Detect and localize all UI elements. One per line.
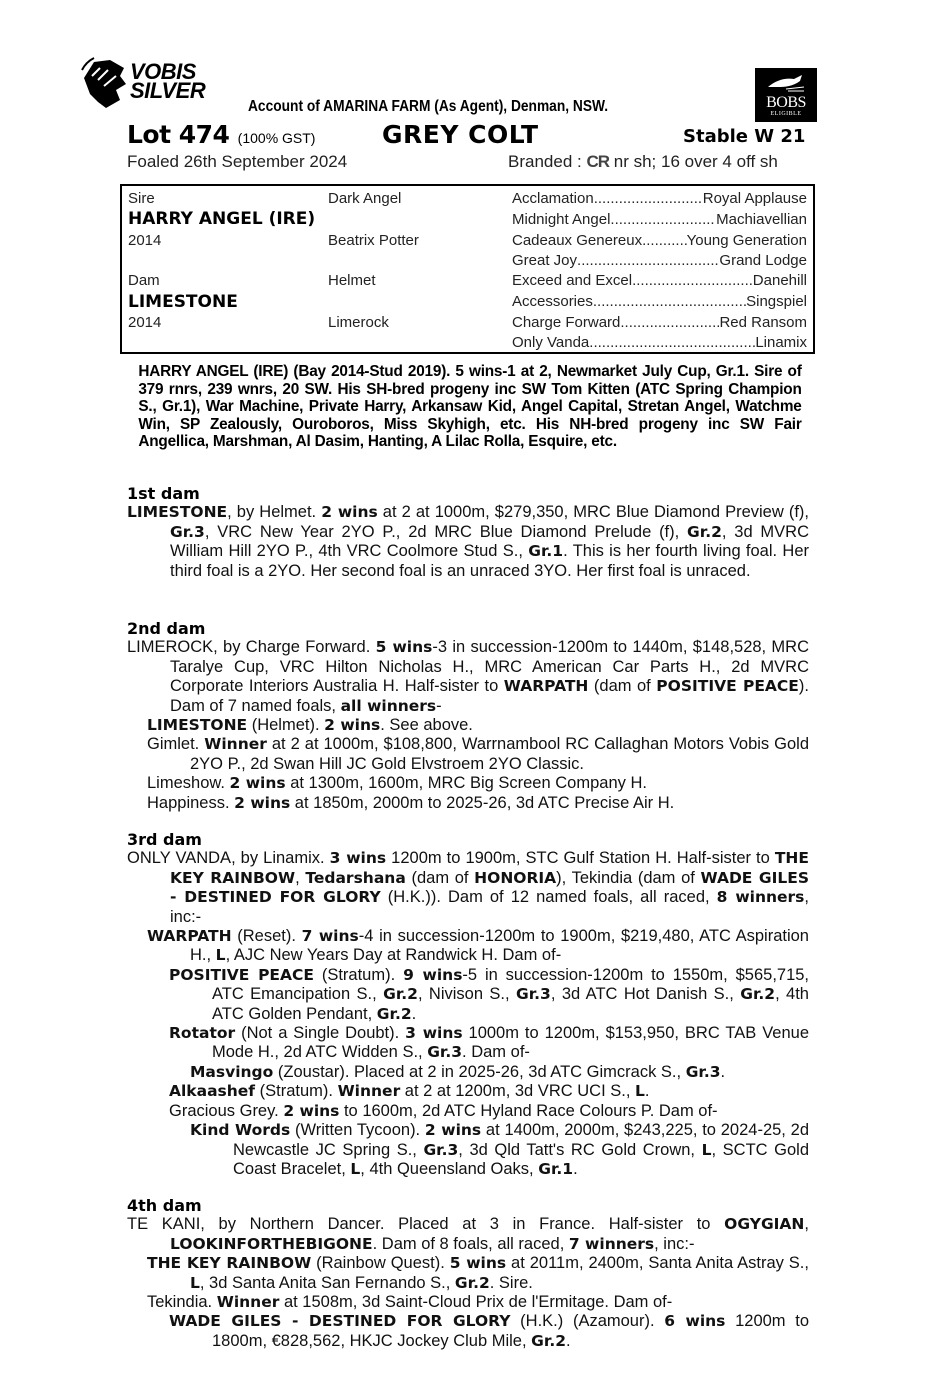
grandsire-sire: Red Ransom (719, 314, 807, 331)
text: (Not a Single Doubt). (235, 1024, 406, 1043)
text: , Nivison S., (417, 985, 516, 1004)
text: at 1850m, 2000m to 2025-26, 3d ATC Precise Air H. (290, 793, 675, 812)
text: LIMEROCK, by Charge Forward. (127, 638, 376, 657)
text: (dam of (588, 677, 657, 696)
produce-entry (127, 716, 809, 735)
bold-text: LOOKINFORTHEBIGONE (170, 1234, 373, 1253)
brand-label: Branded : (508, 152, 582, 171)
bold-text: THE KEY RAINBOW (147, 1254, 312, 1273)
text: , (804, 1215, 809, 1234)
produce-entry (127, 1024, 809, 1063)
bold-text: Gr.1 (528, 542, 564, 561)
text: (Helmet). (247, 716, 325, 735)
bold-text: L (190, 1273, 200, 1292)
lot-number (127, 120, 315, 149)
bobs-title: BOBS (766, 94, 806, 111)
vobis-silver-logo (80, 56, 220, 112)
text: Happiness. (147, 793, 235, 812)
dam-year: 2014 (128, 314, 162, 331)
bold-text: Gr.2 (740, 985, 776, 1004)
bold-text: Winner (337, 1082, 401, 1101)
bold-text: POSITIVE PEACE (656, 677, 799, 696)
produce-entry (127, 1063, 809, 1082)
dam-section-2 (127, 619, 809, 813)
text: Tekindia. (147, 1293, 217, 1312)
granddam-sire: Singspiel (746, 293, 807, 310)
bold-text: 2 wins (424, 1121, 482, 1140)
produce-entry (127, 638, 809, 716)
bold-text: Gr.3 (516, 985, 551, 1004)
bold-text: Gr.2 (454, 1273, 490, 1292)
grandsire-sire: Young Generation (686, 232, 807, 249)
text: , 4th ATC Golden Pendant, (212, 985, 809, 1023)
bold-text: 3 wins (329, 849, 387, 868)
text: (dam of (405, 868, 475, 887)
produce-entry (127, 794, 809, 813)
gst-note: (100% GST) (237, 130, 316, 146)
bold-text: 2 wins (283, 1101, 340, 1120)
produce-entry (127, 1215, 809, 1254)
granddam: Only Vanda (512, 334, 590, 351)
bold-text: Kind Words (190, 1121, 291, 1140)
bold-text: Gr.3 (423, 1140, 459, 1159)
produce-entry (127, 1293, 809, 1312)
bold-text: WARPATH (503, 677, 589, 696)
text: , inc:- (170, 888, 809, 926)
bold-text: Rotator (169, 1024, 236, 1043)
text: . This is her fourth living foal. Her third foal is a 2YO. Her second foal is an unraced 3YO. Her first foal is unraced. (170, 542, 809, 580)
foaled-date: Foaled 26th September 2024 (127, 152, 348, 171)
text: (Stratum). (313, 965, 404, 984)
grandparents-row (512, 252, 807, 269)
text: at 2 at 1000m, $108,800, Warrnambool RC Callaghan Motors Vobis Gold 2YO P., 2d Swan Hill JC Gold Elvstroem 2YO Classic. (190, 735, 810, 773)
text: , 4th Queensland Oaks, (360, 1159, 539, 1178)
dam-heading: 1st dam (127, 484, 200, 503)
dam-section-3 (127, 830, 809, 1179)
text: . (720, 1062, 726, 1081)
bold-text: Gr.3 (170, 522, 205, 541)
dam-heading: 3rd dam (127, 830, 202, 849)
produce-entry (127, 1102, 809, 1121)
sire-dam: Beatrix Potter (328, 232, 419, 249)
produce-entry (127, 735, 809, 774)
horse-description: GREY COLT (382, 120, 539, 149)
bold-text: all winners (340, 696, 437, 715)
bold-text: Masvingo (190, 1062, 274, 1081)
bold-text: 2 wins (324, 716, 381, 735)
produce-entry (127, 1312, 809, 1351)
bold-text: 2 wins (234, 793, 291, 812)
bold-text: 5 wins (375, 638, 433, 657)
bold-text: Winner (216, 1293, 280, 1312)
bold-text: LIMESTONE (127, 503, 228, 522)
bold-text: L (701, 1140, 712, 1159)
bold-text: HONORIA (474, 868, 557, 887)
text: . See above. (380, 716, 473, 735)
bobs-eligible-badge (755, 68, 817, 122)
sire-name: HARRY ANGEL (IRE) (128, 209, 316, 229)
pedigree-table (120, 184, 815, 354)
granddam-sire: Machiavellian (716, 211, 807, 228)
produce-entry (127, 1121, 809, 1179)
produce-entry (127, 774, 809, 793)
horse-rider-icon (80, 56, 130, 112)
bold-text: L (215, 946, 226, 965)
bold-text: WADE GILES - DESTINED FOR GLORY (170, 868, 810, 907)
granddam: Great Joy (512, 252, 578, 269)
brand-detail: nr sh; 16 over 4 off sh (613, 152, 778, 171)
dam-dam: Limerock (328, 314, 389, 331)
sire-sire: Dark Angel (328, 190, 402, 207)
text: (Zoustar). Placed at 2 in 2025-26, 3d ATC Gimcrack S., (273, 1062, 686, 1081)
grandsire-sire: Royal Applause (702, 190, 807, 207)
text: at 2 at 1200m, 3d VRC UCI S., (400, 1082, 635, 1101)
bold-text: 8 winners (716, 888, 805, 907)
text: -4 in succession-1200m to 1900m, $219,480, ATC Aspiration H., (190, 927, 809, 965)
bold-text: L (635, 1082, 645, 1101)
text: ONLY VANDA, by Linamix. (127, 849, 330, 868)
dam-section-1 (127, 484, 809, 581)
granddam-sire: Grand Lodge (719, 252, 807, 269)
text: Limeshow. (147, 774, 230, 793)
text: , inc:- (654, 1234, 695, 1253)
vendor-account: Account of AMARINA FARM (As Agent), Denman, NSW. (248, 98, 609, 115)
bold-text: L (350, 1159, 361, 1178)
text: 1200m to 1800m, €828,562, HKJC Jockey Club Mile, (212, 1312, 809, 1350)
granddam-sire: Linamix (755, 334, 807, 351)
dam-label: Dam (128, 272, 160, 289)
produce-entry (127, 849, 809, 927)
bold-text: Gr.2 (531, 1331, 566, 1350)
bold-text: Gr.1 (538, 1159, 574, 1178)
bold-text: Alkaashef (169, 1082, 256, 1101)
grandparents-row (512, 314, 807, 331)
text: 1000m to 1200m, $153,950, BRC TAB Venue Mode H., 2d ATC Widden S., (212, 1024, 809, 1062)
dam-heading: 4th dam (127, 1196, 202, 1215)
logo-word-2: SILVER (130, 78, 206, 103)
bold-text: WADE GILES - DESTINED FOR GLORY (169, 1312, 511, 1331)
stable-location: Stable W 21 (683, 126, 806, 147)
brand-info (508, 152, 778, 172)
sire-summary: HARRY ANGEL (IRE) (Bay 2014-Stud 2019). 5 wins-1 at 2, Newmarket July Cup, Gr.1. Sire of 379 rnrs, 239 wnrs, 20 SW. His SH-bred progeny inc SW Tom Kitten (ATC Spring Champion S., Gr.1), War Machine, Private Harry, Arkansaw Kid, Angel Capital, Stretan Angel, Watchme Win, SP Zealously, Ouroboros, Miss Skyhigh, etc. His NH-bred progeny inc SW Fair Angellica, Marshman, Al Dasim, Hanting, A Lilac Rolla, Esquire, etc. (138, 363, 802, 450)
dam-section-4 (127, 1196, 809, 1351)
text: at 2 at 1000m, $279,350, MRC Blue Diamond Preview (f), (377, 503, 809, 522)
text: , by Helmet. (227, 503, 322, 522)
grandparents-row (512, 190, 807, 207)
text: at 1508m, 3d Saint-Cloud Prix de l'Ermitage. Dam of- (279, 1293, 673, 1312)
text: , 3d MVRC William Hill 2YO P., 4th VRC Coolmore Stud S., (170, 522, 809, 561)
text: ), Tekindia (dam of (556, 868, 701, 887)
text: (H.K.)). Dam of 12 named foals, all raced, (380, 888, 717, 907)
text: at 1400m, 2000m, $243,225, to 2024-25, 2d Newcastle JC Spring S., (233, 1121, 809, 1159)
text: - (436, 696, 442, 715)
text: (Rainbow Quest). (311, 1254, 450, 1273)
dam-name: LIMESTONE (128, 292, 238, 312)
brand-mark: CR (586, 152, 610, 171)
bold-text: POSITIVE PEACE (169, 965, 314, 984)
bobs-subtitle: ELIGIBLE (770, 111, 802, 117)
text: . (644, 1082, 650, 1101)
logo-word-1: VOBIS (130, 59, 196, 84)
text: . (411, 1004, 417, 1023)
text: at 2011m, 2400m, Santa Anita Astray S., (506, 1254, 809, 1273)
text: . (566, 1331, 571, 1350)
text: , 3d ATC Hot Danish S., (550, 985, 741, 1004)
granddam: Accessories (512, 293, 593, 310)
text: TE KANI, by Northern Dancer. Placed at 3 in France. Half-sister to (127, 1215, 725, 1234)
dam-heading: 2nd dam (127, 619, 206, 638)
text: Gracious Grey. (169, 1101, 284, 1120)
granddam: Midnight Angel (512, 211, 611, 228)
grandparents-row (512, 232, 807, 249)
bold-text: Gr.3 (427, 1043, 463, 1062)
text: -3 in succession-1200m to 1440m, $148,528, MRC Taralye Cup, VRC Hilton Nicholas H., MRC American Car Parts H., 2d MVRC Corporate Interiors Australia H. Half-sister to (170, 638, 810, 696)
bold-text: Gr.2 (376, 1004, 412, 1023)
dam-sire: Helmet (328, 272, 376, 289)
text: at 1300m, 1600m, MRC Big Screen Company H. (285, 774, 647, 793)
bold-text: Gr.2 (383, 985, 418, 1004)
grandparents-row (512, 334, 807, 351)
text: , VRC New Year 2YO P., 2d MRC Blue Diamond Prelude (f), (204, 522, 688, 541)
bold-text: 2 wins (229, 774, 286, 793)
grandsire: Acclamation (512, 190, 594, 207)
text: 1200m to 1900m, STC Gulf Station H. Half-sister to (386, 849, 775, 868)
text: (H.K.) (Azamour). (510, 1312, 665, 1331)
bold-text: Tedarshana (305, 868, 406, 887)
text: , 3d Santa Anita San Fernando S., (199, 1273, 455, 1292)
produce-entry (127, 1082, 809, 1101)
bold-text: Gr.3 (685, 1062, 721, 1081)
bold-text: 2 wins (321, 503, 378, 522)
text: (Reset). (231, 927, 302, 946)
produce-entry (127, 503, 809, 581)
text: -5 in succession-1200m to 1550m, $565,715, ATC Emancipation S., (212, 965, 810, 1004)
text: . Dam of 8 foals, all raced, (372, 1234, 569, 1253)
bold-text: WARPATH (147, 927, 232, 946)
text: , SCTC Gold Coast Bracelet, (233, 1140, 809, 1178)
grandparents-row (512, 211, 807, 228)
produce-entry (127, 927, 809, 966)
bold-text: THE KEY RAINBOW (170, 849, 809, 887)
grandsire: Cadeaux Genereux (512, 232, 643, 249)
grandsire: Charge Forward (512, 314, 621, 331)
produce-entry (127, 966, 809, 1024)
text: ). Dam of 7 named foals, (170, 677, 809, 715)
bold-text: 5 wins (449, 1254, 507, 1273)
text: , (295, 868, 306, 887)
grandparents-row (512, 293, 807, 310)
lot-label: Lot 474 (127, 120, 230, 149)
text: . Sire. (489, 1273, 533, 1292)
bold-text: 3 wins (405, 1024, 463, 1043)
bold-text: 9 wins (403, 965, 463, 984)
text: . (573, 1159, 578, 1178)
bold-text: 7 winners (568, 1234, 655, 1253)
text: to 1600m, 2d ATC Hyland Race Colours P. Dam of- (339, 1101, 718, 1120)
grandsire-sire: Danehill (752, 272, 807, 289)
bold-text: 6 wins (664, 1312, 726, 1331)
text: , 3d Qld Tatt's RC Gold Crown, (458, 1140, 702, 1159)
text: Gimlet. (147, 735, 205, 754)
grandsire: Exceed and Excel (512, 272, 633, 289)
bold-text: Winner (204, 735, 267, 754)
bold-text: LIMESTONE (147, 716, 248, 735)
bold-text: 7 wins (301, 927, 359, 946)
bold-text: OGYGIAN (724, 1215, 805, 1234)
horse-head-icon (766, 73, 806, 93)
text: , AJC New Years Day at Randwick H. Dam of- (225, 946, 562, 965)
produce-entry (127, 1254, 809, 1293)
sire-label: Sire (128, 190, 155, 207)
text: (Written Tycoon). (290, 1121, 425, 1140)
text: (Stratum). (255, 1082, 338, 1101)
sire-year: 2014 (128, 232, 162, 249)
text: . Dam of- (462, 1043, 530, 1062)
bold-text: Gr.2 (687, 522, 722, 541)
grandparents-row (512, 272, 807, 289)
